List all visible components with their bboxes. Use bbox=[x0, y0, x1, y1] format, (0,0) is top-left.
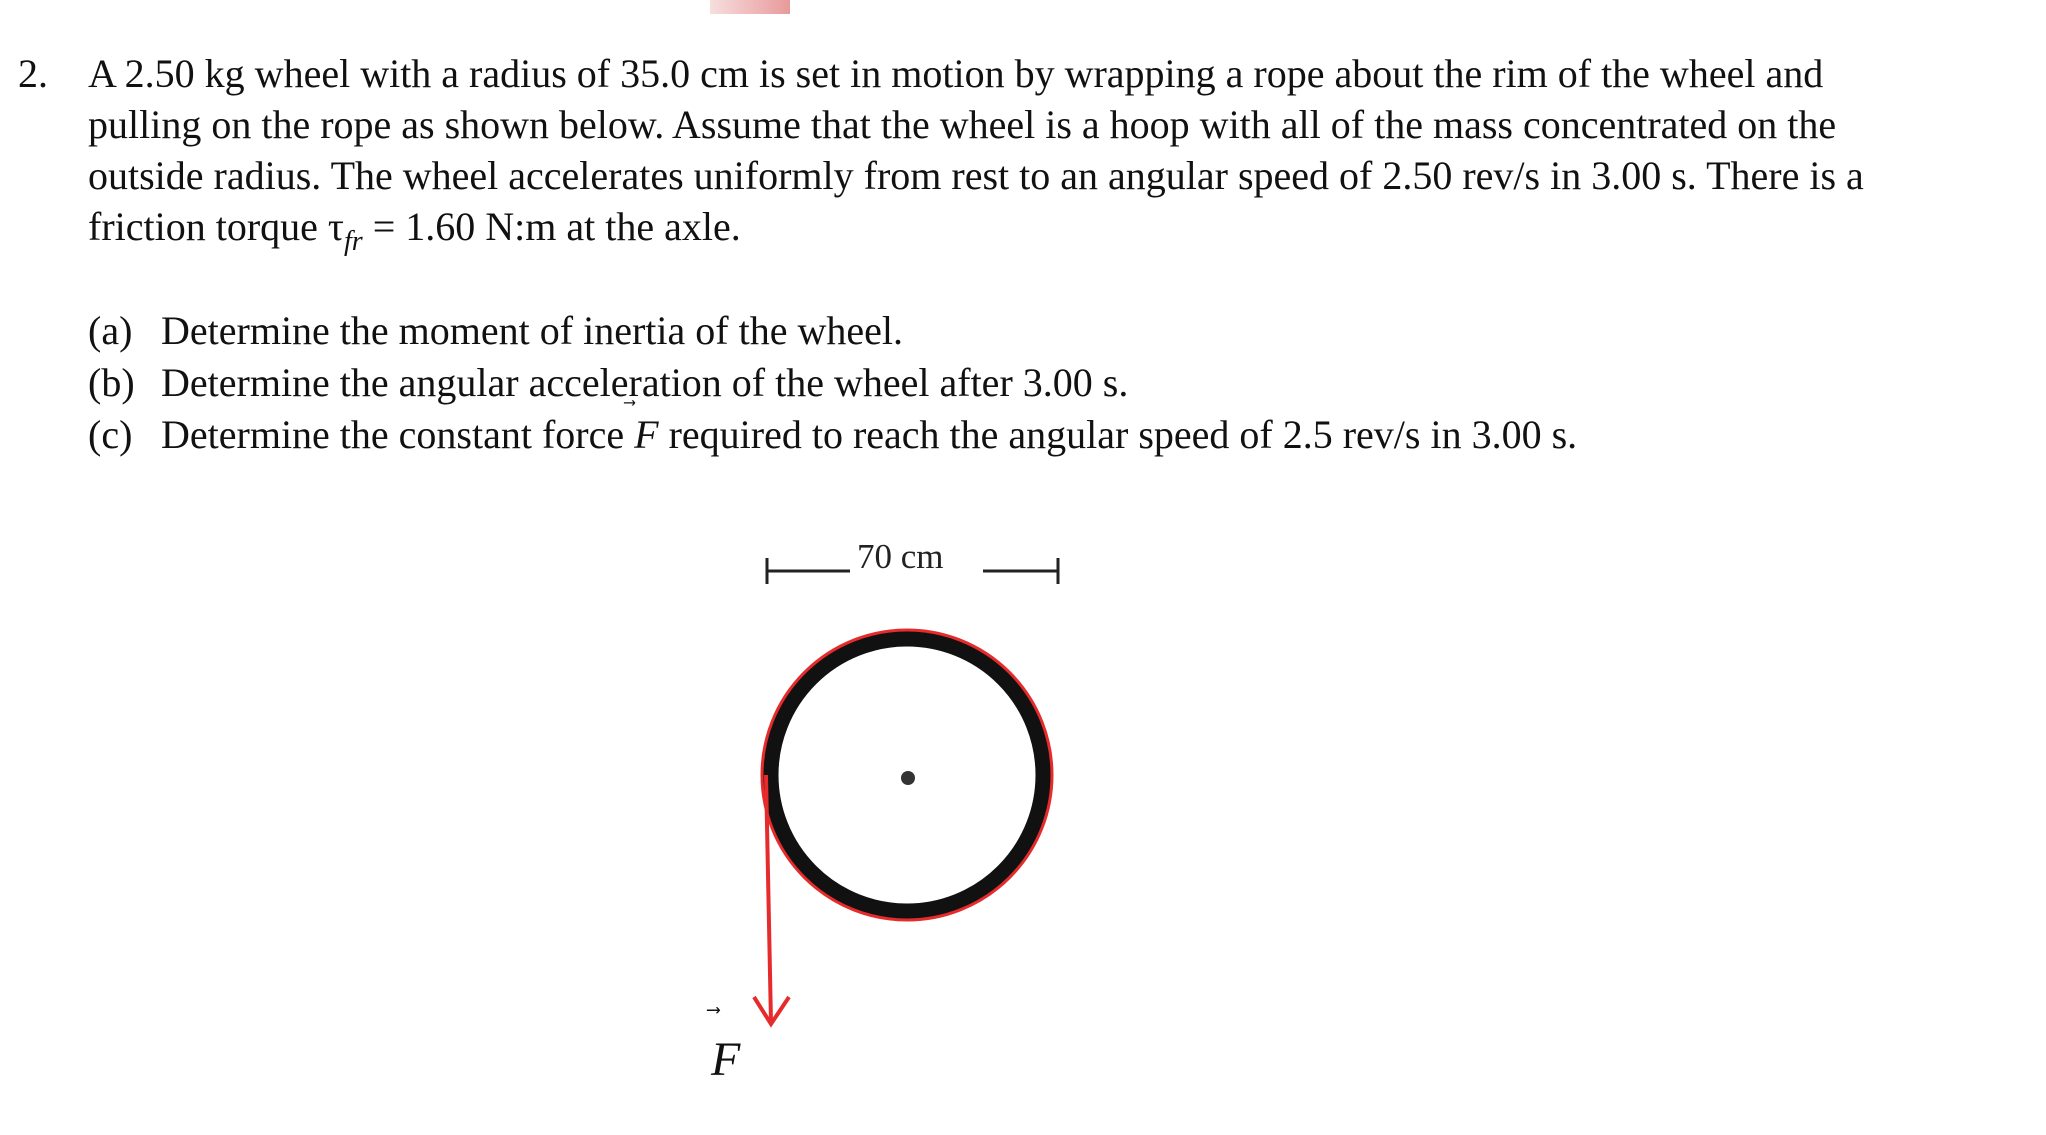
part-label-a: (a) bbox=[88, 308, 133, 353]
rope-tangent-line bbox=[766, 775, 771, 1023]
top-decorative-strip bbox=[710, 0, 790, 14]
part-text-a: Determine the moment of inertia of the wheel. bbox=[161, 308, 903, 353]
part-text-c bbox=[161, 409, 1577, 461]
tau-symbol: τ bbox=[327, 204, 344, 249]
tau-subscript: fr bbox=[344, 226, 363, 257]
problem-line: A 2.50 kg wheel with a radius of 35.0 cm is set in motion by wrapping a rope about the rim of the wheel and bbox=[88, 51, 1824, 96]
diameter-label: 70 cm bbox=[857, 537, 944, 576]
part-text-b: Determine the angular acceleration of the wheel after 3.00 s. bbox=[161, 360, 1129, 405]
rope-wrapped-rim bbox=[763, 631, 1051, 919]
force-vector-letter: F bbox=[634, 412, 659, 457]
question-parts bbox=[88, 305, 1988, 461]
problem-text bbox=[88, 48, 2028, 257]
question-part-a bbox=[88, 305, 1988, 357]
problem-line: outside radius. The wheel accelerates uniformly from rest to an angular speed of 2.50 rev/s in 3.00 s. There is a bbox=[88, 153, 1864, 198]
force-label bbox=[711, 1032, 740, 1087]
friction-torque-line bbox=[88, 201, 2028, 257]
part-label-b: (b) bbox=[88, 360, 135, 405]
question-part-c bbox=[88, 409, 1988, 461]
friction-torque-prefix: friction torque bbox=[88, 204, 328, 249]
axle-dot bbox=[901, 771, 915, 785]
part-c-text-after: required to reach the angular speed of 2.5 rev/s in 3.00 s. bbox=[658, 412, 1578, 457]
problem-line: pulling on the rope as shown below. Assume that the wheel is a hoop with all of the mass concentrated on the bbox=[88, 102, 1837, 147]
force-arrowhead-icon bbox=[754, 997, 789, 1024]
wheel-hoop bbox=[771, 639, 1043, 911]
friction-torque-value: = 1.60 N:m at the axle. bbox=[362, 204, 741, 249]
question-part-b bbox=[88, 357, 1988, 409]
force-vector-symbol bbox=[634, 409, 658, 461]
part-label-c: (c) bbox=[88, 412, 133, 457]
force-label-letter: F bbox=[711, 1033, 741, 1086]
part-c-text-before: Determine the constant force bbox=[161, 412, 635, 457]
problem-number: 2. bbox=[18, 51, 48, 96]
